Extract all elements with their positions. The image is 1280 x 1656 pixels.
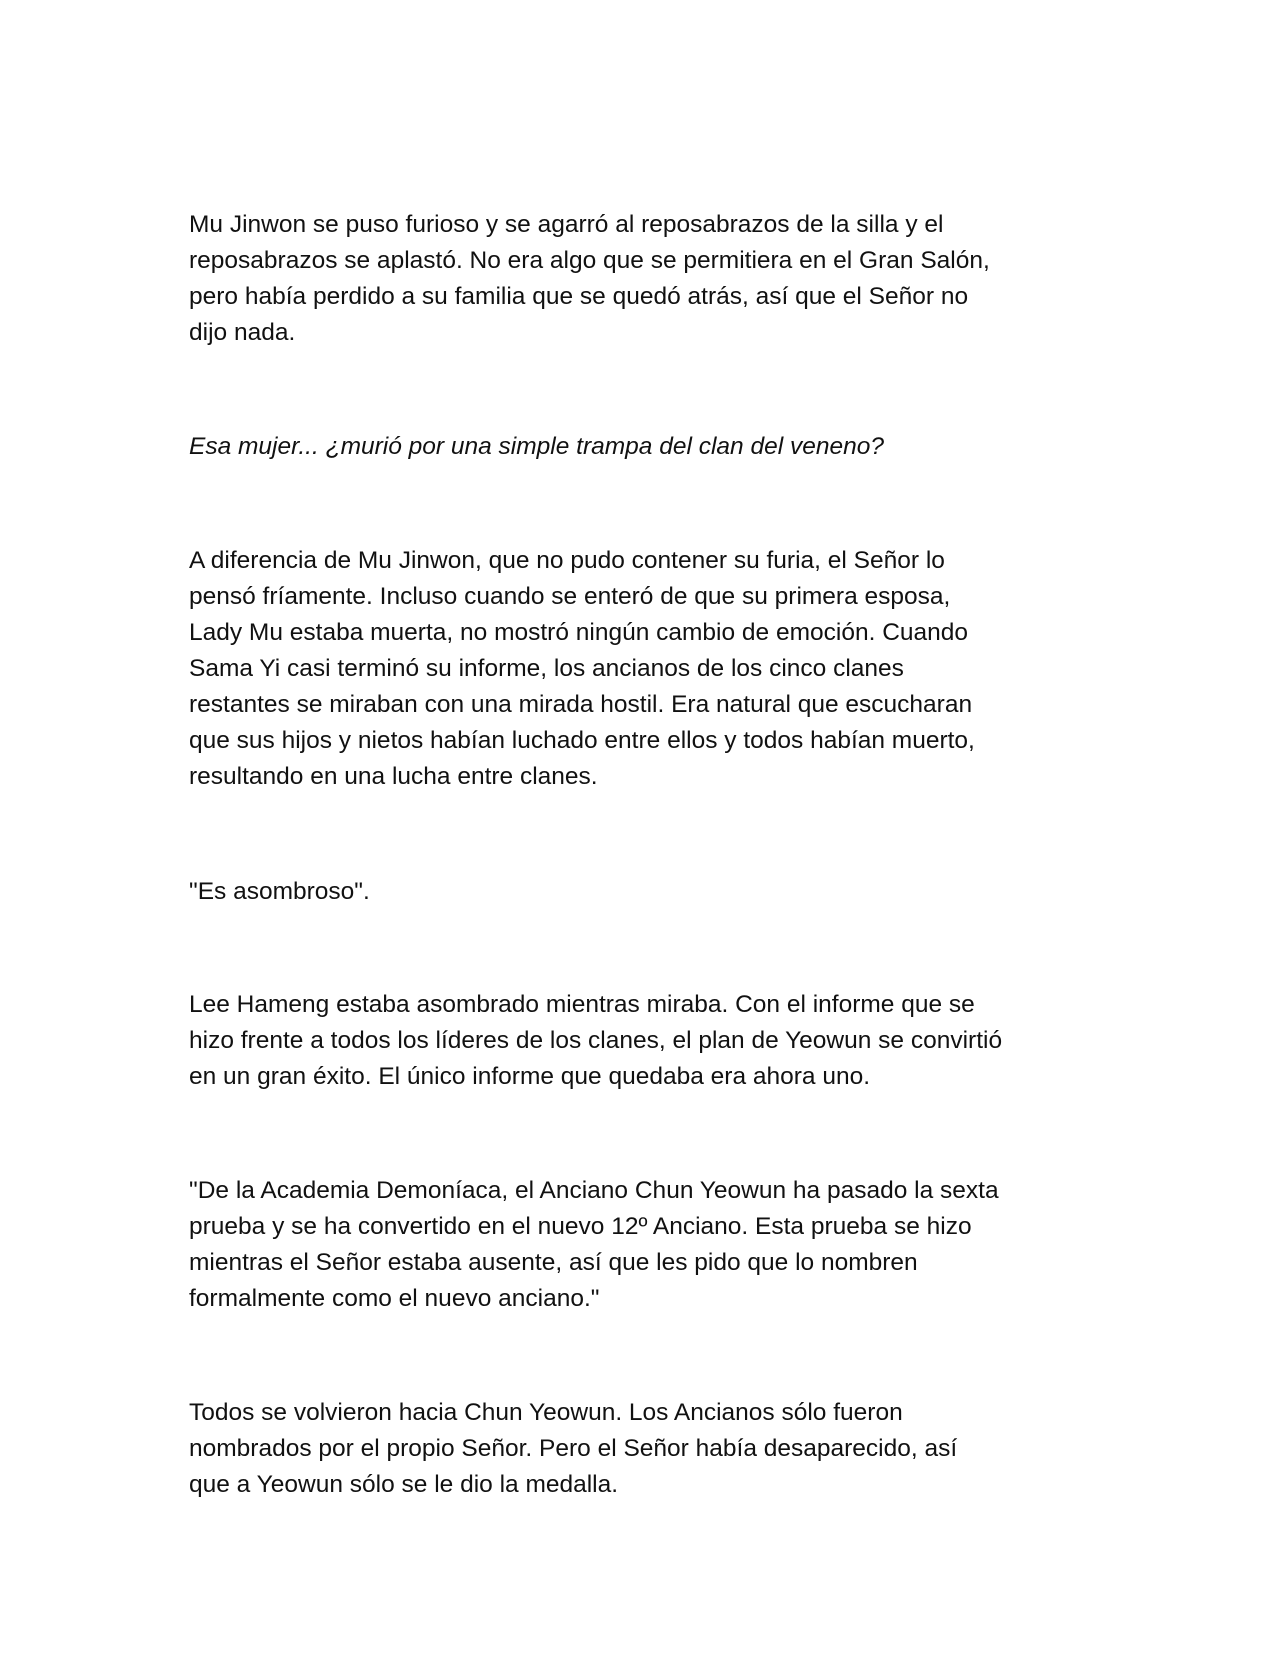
paragraph-6: [189, 1173, 1109, 1317]
text-line: pero había perdido a su familia que se quedó atrás, así que el Señor no: [189, 283, 969, 310]
text-line: Todos se volvieron hacia Chun Yeowun. Los Ancianos sólo fueron: [189, 1399, 903, 1426]
text-line: reposabrazos se aplastó. No era algo que se permitiera en el Gran Salón,: [189, 247, 990, 274]
text-line: dijo nada.: [189, 319, 296, 346]
text-line: restantes se miraban con una mirada hostil. Era natural que escucharan: [189, 691, 973, 718]
text-line: Mu Jinwon se puso furioso y se agarró al reposabrazos de la silla y el: [189, 211, 944, 238]
text-line: A diferencia de Mu Jinwon, que no pudo contener su furia, el Señor lo: [189, 547, 945, 574]
text-line: Lee Hameng estaba asombrado mientras miraba. Con el informe que se: [189, 991, 975, 1018]
paragraph-7: [189, 1395, 1109, 1503]
text-line: Lady Mu estaba muerta, no mostró ningún cambio de emoción. Cuando: [189, 619, 969, 646]
text-line: "Es asombroso".: [189, 878, 370, 905]
text-line: mientras el Señor estaba ausente, así que les pido que lo nombren: [189, 1249, 918, 1276]
text-line: hizo frente a todos los líderes de los clanes, el plan de Yeowun se convirtió: [189, 1027, 1003, 1054]
text-line: que a Yeowun sólo se le dio la medalla.: [189, 1471, 619, 1498]
paragraph-1: [189, 207, 1109, 351]
text-line: formalmente como el nuevo anciano.": [189, 1285, 600, 1312]
text-line: Sama Yi casi terminó su informe, los ancianos de los cinco clanes: [189, 655, 904, 682]
text-line: Esa mujer... ¿murió por una simple trampa del clan del veneno?: [189, 433, 884, 460]
text-line: en un gran éxito. El único informe que quedaba era ahora uno.: [189, 1063, 871, 1090]
paragraph-4: [189, 874, 1109, 910]
text-line: "De la Academia Demoníaca, el Anciano Chun Yeowun ha pasado la sexta: [189, 1177, 999, 1204]
text-line: nombrados por el propio Señor. Pero el Señor había desaparecido, así: [189, 1435, 958, 1462]
paragraph-5: [189, 987, 1109, 1095]
text-line: que sus hijos y nietos habían luchado entre ellos y todos habían muerto,: [189, 727, 975, 754]
text-line: prueba y se ha convertido en el nuevo 12º Anciano. Esta prueba se hizo: [189, 1213, 972, 1240]
text-line: resultando en una lucha entre clanes.: [189, 763, 598, 790]
text-line: pensó fríamente. Incluso cuando se enteró de que su primera esposa,: [189, 583, 951, 610]
paragraph-2-italic: [189, 429, 1109, 465]
paragraph-3: [189, 543, 1109, 795]
